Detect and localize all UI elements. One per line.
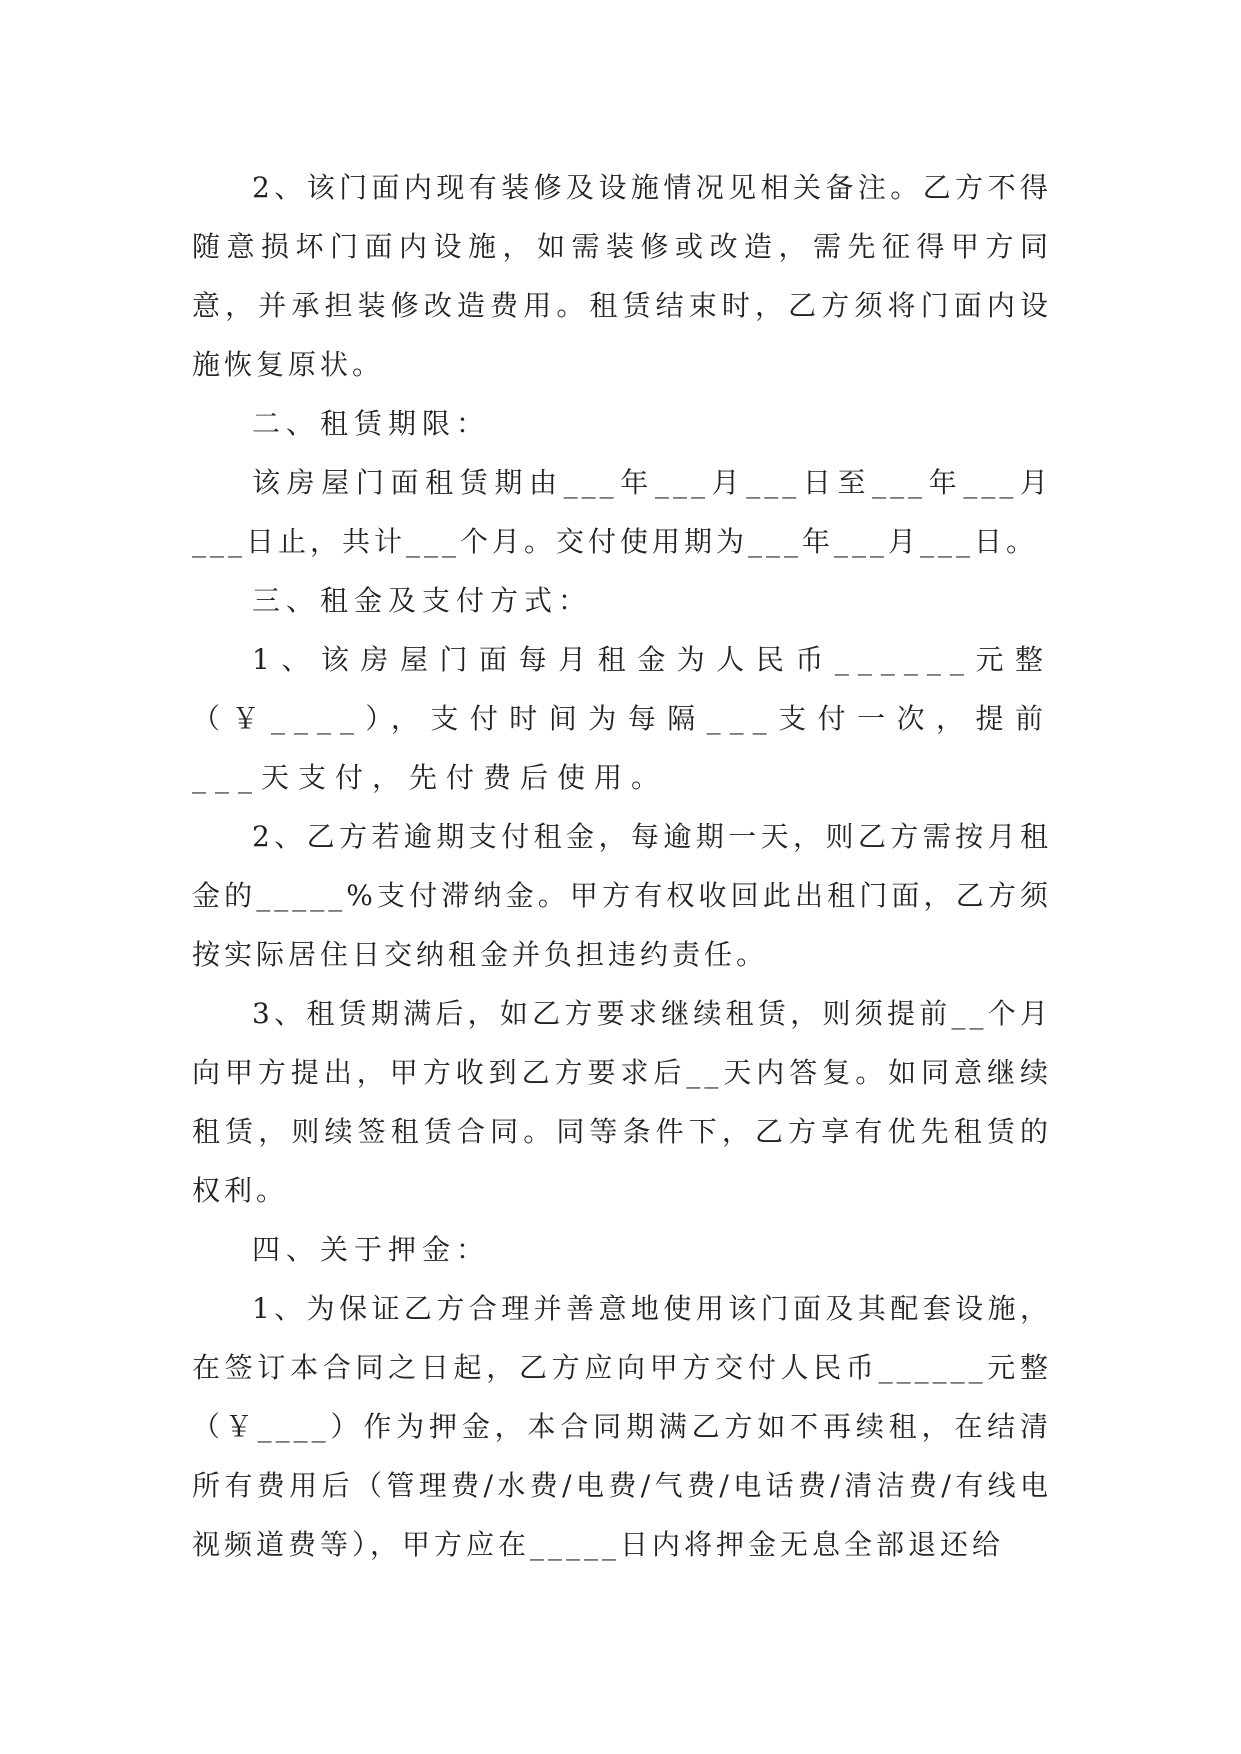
clause-2-facilities: 2、该门面内现有装修及设施情况见相关备注。乙方不得随意损坏门面内设施，如需装修或改造，需先征得甲方同意，并承担装修改造费用。租赁结束时，乙方须将门面内设施恢复原状。 xyxy=(192,171,1052,381)
section-heading-lease-term: 二、租赁期限： xyxy=(252,407,491,440)
clause-1-deposit: 1、为保证乙方合理并善意地使用该门面及其配套设施，在签订本合同之日起，乙方应向甲方交付人民币______元整（￥____）作为押金，本合同期满乙方如不再续租，在结清所有费用后（管理费/水费/电费/气费/电话费/清洁费/有线电视频道费等），甲方应在_____日内将押金无息全部退还给 xyxy=(192,1292,1052,1561)
clause-3-renewal: 3、租赁期满后，如乙方要求继续租赁，则须提前__个月向甲方提出，甲方收到乙方要求后__天内答复。如同意继续租赁，则续签租赁合同。同等条件下，乙方享有优先租赁的权利。 xyxy=(192,997,1052,1207)
clause-lease-period: 该房屋门面租赁期由___年___月___日至___年___月___日止，共计___个月。交付使用期为___年___月___日。 xyxy=(192,466,1052,558)
section-heading-deposit: 四、关于押金： xyxy=(252,1233,491,1266)
document-body xyxy=(192,158,1052,1574)
section-heading-rent-payment: 三、租金及支付方式： xyxy=(252,584,593,617)
clause-1-monthly-rent: 1、该房屋门面每月租金为人民币______元整（￥____），支付时间为每隔___支付一次，提前___天支付，先付费后使用。 xyxy=(192,643,1052,794)
clause-2-late-payment: 2、乙方若逾期支付租金，每逾期一天，则乙方需按月租金的_____%支付滞纳金。甲方有权收回此出租门面，乙方须按实际居住日交纳租金并负担违约责任。 xyxy=(192,820,1052,971)
